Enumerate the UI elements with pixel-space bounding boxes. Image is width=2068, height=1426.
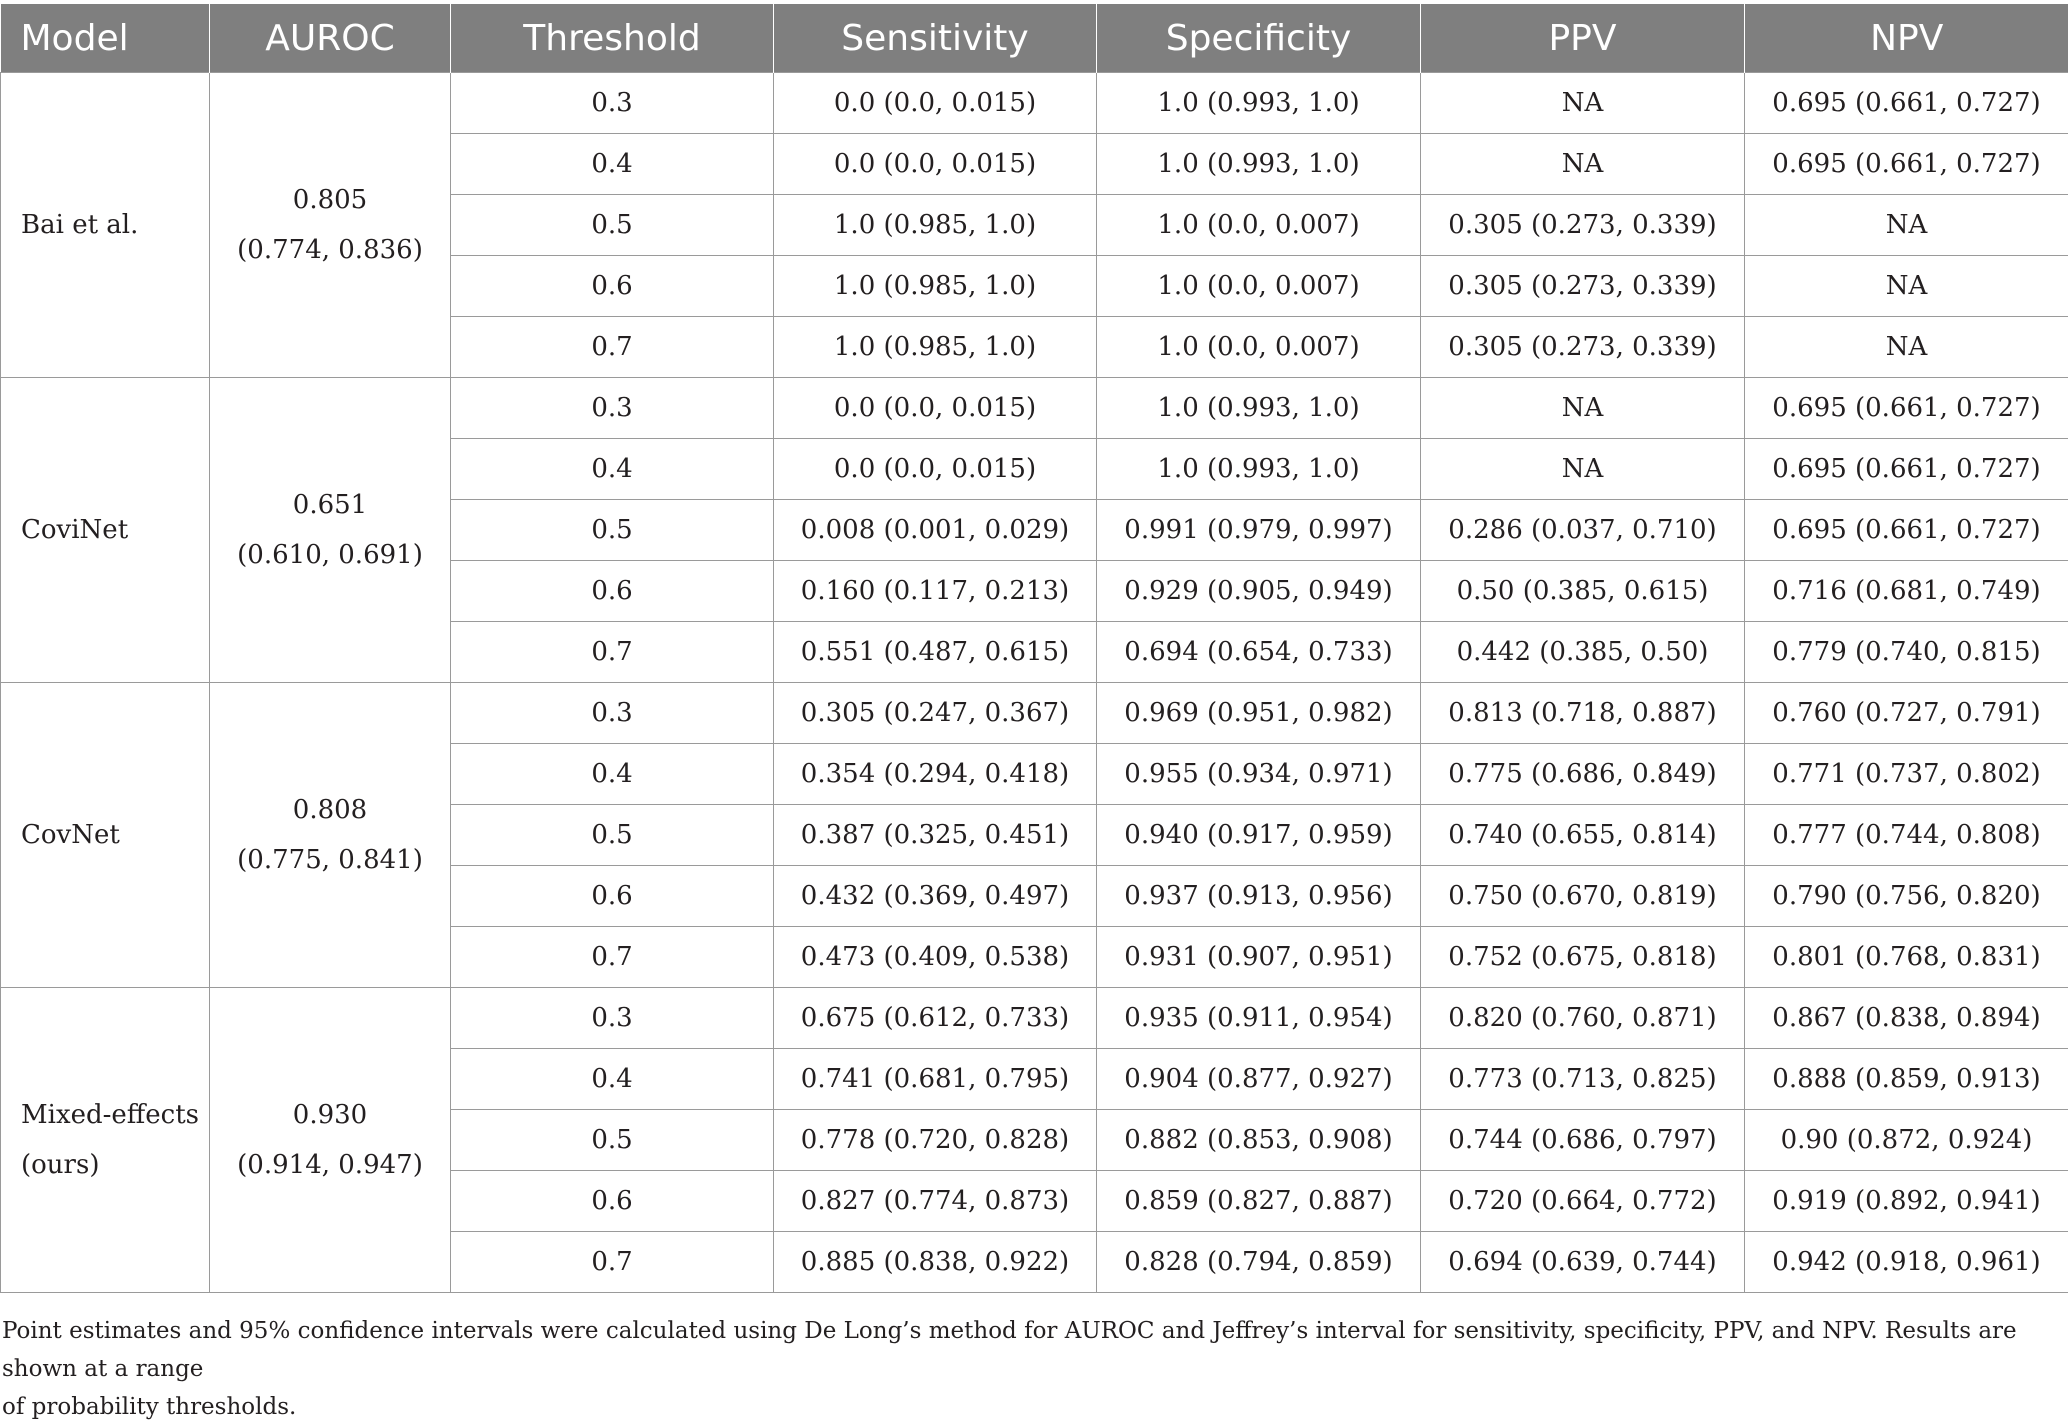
table-row [1, 683, 2068, 744]
specificity-cell: 0.904 (0.877, 0.927) [1097, 1049, 1421, 1110]
specificity-cell: 0.969 (0.951, 0.982) [1097, 683, 1421, 744]
header-specificity: Specificity [1097, 4, 1421, 73]
model-name: Mixed-effects [21, 1090, 209, 1140]
specificity-cell: 1.0 (0.0, 0.007) [1097, 317, 1421, 378]
header-sensitivity: Sensitivity [774, 4, 1097, 73]
npv-cell: 0.695 (0.661, 0.727) [1745, 439, 2068, 500]
threshold-cell: 0.7 [451, 622, 774, 683]
sensitivity-cell: 0.0 (0.0, 0.015) [774, 378, 1097, 439]
table-header [1, 4, 2068, 73]
npv-cell: 0.760 (0.727, 0.791) [1745, 683, 2068, 744]
specificity-cell: 0.991 (0.979, 0.997) [1097, 500, 1421, 561]
ppv-cell: NA [1421, 378, 1745, 439]
threshold-cell: 0.7 [451, 1232, 774, 1293]
npv-cell: 0.695 (0.661, 0.727) [1745, 500, 2068, 561]
ppv-cell: 0.750 (0.670, 0.819) [1421, 866, 1745, 927]
specificity-cell: 0.955 (0.934, 0.971) [1097, 744, 1421, 805]
threshold-cell: 0.7 [451, 927, 774, 988]
npv-cell: 0.867 (0.838, 0.894) [1745, 988, 2068, 1049]
npv-cell: 0.919 (0.892, 0.941) [1745, 1171, 2068, 1232]
sensitivity-cell: 0.778 (0.720, 0.828) [774, 1110, 1097, 1171]
auroc-value: 0.808 [210, 785, 450, 835]
ppv-cell: 0.740 (0.655, 0.814) [1421, 805, 1745, 866]
results-table [0, 4, 2068, 1293]
threshold-cell: 0.7 [451, 317, 774, 378]
specificity-cell: 0.937 (0.913, 0.956) [1097, 866, 1421, 927]
specificity-cell: 1.0 (0.993, 1.0) [1097, 439, 1421, 500]
auroc-value: 0.930 [210, 1090, 450, 1140]
threshold-cell: 0.4 [451, 1049, 774, 1110]
ppv-cell: 0.305 (0.273, 0.339) [1421, 195, 1745, 256]
ppv-cell: 0.744 (0.686, 0.797) [1421, 1110, 1745, 1171]
auroc-value: 0.651 [210, 480, 450, 530]
model-name: (ours) [21, 1140, 209, 1190]
threshold-cell: 0.5 [451, 805, 774, 866]
sensitivity-cell: 1.0 (0.985, 1.0) [774, 195, 1097, 256]
specificity-cell: 0.940 (0.917, 0.959) [1097, 805, 1421, 866]
auroc-ci: (0.775, 0.841) [210, 835, 450, 885]
table-row [1, 988, 2068, 1049]
table-row [1, 378, 2068, 439]
model-name: CovNet [21, 810, 209, 860]
specificity-cell: 1.0 (0.993, 1.0) [1097, 73, 1421, 134]
table-row [1, 73, 2068, 134]
threshold-cell: 0.4 [451, 744, 774, 805]
sensitivity-cell: 0.432 (0.369, 0.497) [774, 866, 1097, 927]
auroc-cell [210, 683, 451, 988]
footnote-line: of probability thresholds. [2, 1388, 2052, 1426]
npv-cell: NA [1745, 195, 2068, 256]
threshold-cell: 0.5 [451, 195, 774, 256]
sensitivity-cell: 0.741 (0.681, 0.795) [774, 1049, 1097, 1110]
model-name-cell [1, 378, 210, 683]
specificity-cell: 0.828 (0.794, 0.859) [1097, 1232, 1421, 1293]
ppv-cell: 0.752 (0.675, 0.818) [1421, 927, 1745, 988]
ppv-cell: 0.773 (0.713, 0.825) [1421, 1049, 1745, 1110]
ppv-cell: 0.720 (0.664, 0.772) [1421, 1171, 1745, 1232]
npv-cell: 0.942 (0.918, 0.961) [1745, 1232, 2068, 1293]
sensitivity-cell: 0.0 (0.0, 0.015) [774, 73, 1097, 134]
threshold-cell: 0.3 [451, 988, 774, 1049]
model-name-cell [1, 73, 210, 378]
sensitivity-cell: 1.0 (0.985, 1.0) [774, 317, 1097, 378]
model-name-cell [1, 683, 210, 988]
model-name-cell [1, 988, 210, 1293]
sensitivity-cell: 0.387 (0.325, 0.451) [774, 805, 1097, 866]
auroc-value: 0.805 [210, 175, 450, 225]
auroc-cell [210, 378, 451, 683]
threshold-cell: 0.6 [451, 256, 774, 317]
ppv-cell: 0.775 (0.686, 0.849) [1421, 744, 1745, 805]
footnote-line: Point estimates and 95% confidence intervals were calculated using De Long’s method for AUROC and Jeffrey’s interval for sensitivity, specificity, PPV, and NPV. Results are shown at a range [2, 1312, 2052, 1388]
threshold-cell: 0.5 [451, 1110, 774, 1171]
npv-cell: 0.90 (0.872, 0.924) [1745, 1110, 2068, 1171]
specificity-cell: 0.929 (0.905, 0.949) [1097, 561, 1421, 622]
ppv-cell: 0.286 (0.037, 0.710) [1421, 500, 1745, 561]
npv-cell: 0.779 (0.740, 0.815) [1745, 622, 2068, 683]
ppv-cell: NA [1421, 439, 1745, 500]
sensitivity-cell: 0.675 (0.612, 0.733) [774, 988, 1097, 1049]
specificity-cell: 1.0 (0.993, 1.0) [1097, 134, 1421, 195]
auroc-ci: (0.774, 0.836) [210, 225, 450, 275]
sensitivity-cell: 0.0 (0.0, 0.015) [774, 134, 1097, 195]
specificity-cell: 0.694 (0.654, 0.733) [1097, 622, 1421, 683]
npv-cell: NA [1745, 256, 2068, 317]
threshold-cell: 0.3 [451, 683, 774, 744]
threshold-cell: 0.6 [451, 1171, 774, 1232]
ppv-cell: NA [1421, 73, 1745, 134]
header-auroc: AUROC [210, 4, 451, 73]
npv-cell: 0.888 (0.859, 0.913) [1745, 1049, 2068, 1110]
threshold-cell: 0.6 [451, 866, 774, 927]
ppv-cell: 0.305 (0.273, 0.339) [1421, 256, 1745, 317]
npv-cell: 0.771 (0.737, 0.802) [1745, 744, 2068, 805]
sensitivity-cell: 0.305 (0.247, 0.367) [774, 683, 1097, 744]
npv-cell: NA [1745, 317, 2068, 378]
sensitivity-cell: 0.160 (0.117, 0.213) [774, 561, 1097, 622]
ppv-cell: 0.305 (0.273, 0.339) [1421, 317, 1745, 378]
ppv-cell: 0.50 (0.385, 0.615) [1421, 561, 1745, 622]
specificity-cell: 1.0 (0.993, 1.0) [1097, 378, 1421, 439]
ppv-cell: 0.813 (0.718, 0.887) [1421, 683, 1745, 744]
header-ppv: PPV [1421, 4, 1745, 73]
sensitivity-cell: 0.827 (0.774, 0.873) [774, 1171, 1097, 1232]
npv-cell: 0.695 (0.661, 0.727) [1745, 134, 2068, 195]
header-threshold: Threshold [451, 4, 774, 73]
auroc-cell [210, 73, 451, 378]
threshold-cell: 0.6 [451, 561, 774, 622]
sensitivity-cell: 0.0 (0.0, 0.015) [774, 439, 1097, 500]
header-model: Model [1, 4, 210, 73]
header-row [1, 4, 2068, 73]
sensitivity-cell: 0.354 (0.294, 0.418) [774, 744, 1097, 805]
threshold-cell: 0.3 [451, 378, 774, 439]
npv-cell: 0.716 (0.681, 0.749) [1745, 561, 2068, 622]
ppv-cell: NA [1421, 134, 1745, 195]
ppv-cell: 0.820 (0.760, 0.871) [1421, 988, 1745, 1049]
specificity-cell: 0.935 (0.911, 0.954) [1097, 988, 1421, 1049]
ppv-cell: 0.442 (0.385, 0.50) [1421, 622, 1745, 683]
sensitivity-cell: 0.885 (0.838, 0.922) [774, 1232, 1097, 1293]
sensitivity-cell: 0.473 (0.409, 0.538) [774, 927, 1097, 988]
npv-cell: 0.790 (0.756, 0.820) [1745, 866, 2068, 927]
specificity-cell: 0.931 (0.907, 0.951) [1097, 927, 1421, 988]
specificity-cell: 0.882 (0.853, 0.908) [1097, 1110, 1421, 1171]
table-footnote [2, 1312, 2052, 1426]
threshold-cell: 0.5 [451, 500, 774, 561]
auroc-cell [210, 988, 451, 1293]
auroc-ci: (0.610, 0.691) [210, 530, 450, 580]
sensitivity-cell: 1.0 (0.985, 1.0) [774, 256, 1097, 317]
table-body [1, 73, 2068, 1293]
model-name: CoviNet [21, 505, 209, 555]
threshold-cell: 0.3 [451, 73, 774, 134]
npv-cell: 0.695 (0.661, 0.727) [1745, 73, 2068, 134]
specificity-cell: 1.0 (0.0, 0.007) [1097, 195, 1421, 256]
specificity-cell: 1.0 (0.0, 0.007) [1097, 256, 1421, 317]
npv-cell: 0.777 (0.744, 0.808) [1745, 805, 2068, 866]
threshold-cell: 0.4 [451, 134, 774, 195]
npv-cell: 0.695 (0.661, 0.727) [1745, 378, 2068, 439]
npv-cell: 0.801 (0.768, 0.831) [1745, 927, 2068, 988]
ppv-cell: 0.694 (0.639, 0.744) [1421, 1232, 1745, 1293]
header-npv: NPV [1745, 4, 2068, 73]
sensitivity-cell: 0.551 (0.487, 0.615) [774, 622, 1097, 683]
sensitivity-cell: 0.008 (0.001, 0.029) [774, 500, 1097, 561]
model-name: Bai et al. [21, 200, 209, 250]
auroc-ci: (0.914, 0.947) [210, 1140, 450, 1190]
threshold-cell: 0.4 [451, 439, 774, 500]
specificity-cell: 0.859 (0.827, 0.887) [1097, 1171, 1421, 1232]
